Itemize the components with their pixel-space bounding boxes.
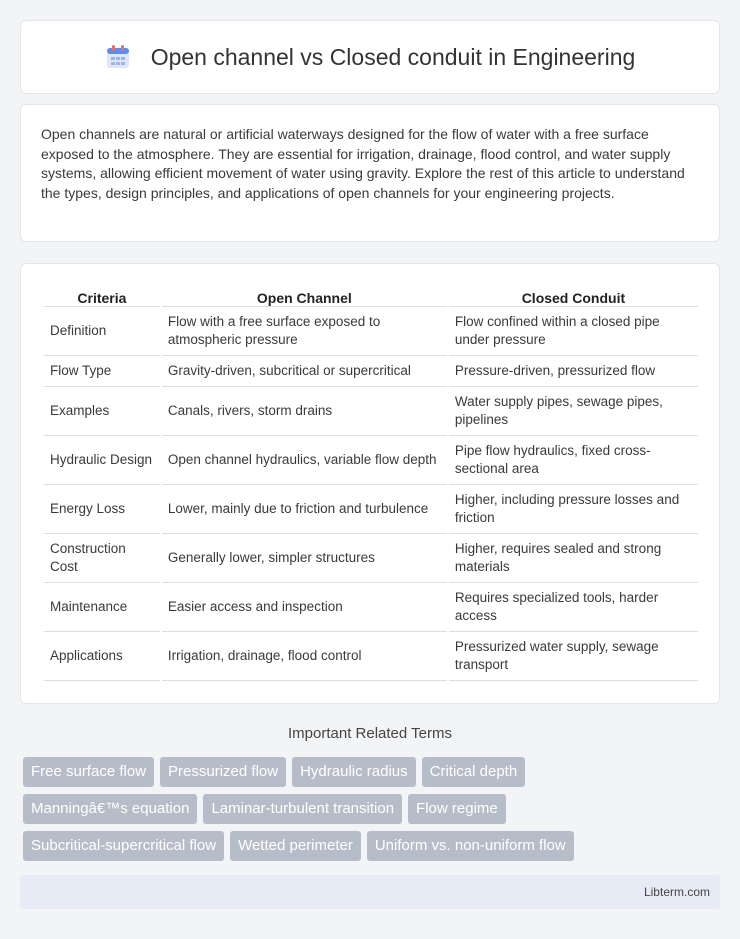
tag-row <box>23 831 723 861</box>
column-header-criteria: Criteria <box>44 283 160 307</box>
comparison-card <box>20 263 720 704</box>
tag-row <box>23 757 723 787</box>
related-terms-list <box>23 757 723 868</box>
table-cell: Lower, mainly due to friction and turbulence <box>162 485 447 534</box>
tag-pressurized-flow[interactable]: Pressurized flow <box>160 757 286 787</box>
table-cell: Flow confined within a closed pipe under pressure <box>449 307 698 356</box>
page-title: Open channel vs Closed conduit in Engineering <box>150 43 636 70</box>
table-cell: Applications <box>44 632 160 681</box>
table-cell: Water supply pipes, sewage pipes, pipelines <box>449 387 698 436</box>
table-cell: Energy Loss <box>44 485 160 534</box>
tag-hydraulic-radius[interactable]: Hydraulic radius <box>292 757 416 787</box>
table-cell: Irrigation, drainage, flood control <box>162 632 447 681</box>
calendar-icon <box>105 44 131 70</box>
tag-uniform-vs-non-uniform-flow[interactable]: Uniform vs. non-uniform flow <box>367 831 574 861</box>
intro-paragraph: Open channels are natural or artificial waterways designed for the flow of water with a free surface exposed to the atmosphere. They are essential for irrigation, drainage, flood control, and water supply systems, allowing efficient movement of water using gravity. Explore the rest of this article to understand the types, design principles, and applications of open channels for your engineering projects. <box>41 126 685 201</box>
table-cell: Easier access and inspection <box>162 583 447 632</box>
table-cell: Pressurized water supply, sewage transport <box>449 632 698 681</box>
table-row <box>44 436 698 485</box>
table-cell: Construction Cost <box>44 534 160 583</box>
table-row <box>44 387 698 436</box>
intro-card <box>20 104 720 242</box>
table-row <box>44 632 698 681</box>
table-cell: Generally lower, simpler structures <box>162 534 447 583</box>
tag-subcritical-supercritical-flow[interactable]: Subcritical-supercritical flow <box>23 831 224 861</box>
table-cell: Canals, rivers, storm drains <box>162 387 447 436</box>
table-cell: Flow Type <box>44 356 160 387</box>
tag-free-surface-flow[interactable]: Free surface flow <box>23 757 154 787</box>
table-cell: Hydraulic Design <box>44 436 160 485</box>
table-cell: Requires specialized tools, harder access <box>449 583 698 632</box>
column-header-closed-conduit: Closed Conduit <box>449 283 698 307</box>
table-cell: Higher, requires sealed and strong materials <box>449 534 698 583</box>
tag-laminar-turbulent-transition[interactable]: Laminar-turbulent transition <box>203 794 402 824</box>
tag-row <box>23 794 723 824</box>
table-cell: Examples <box>44 387 160 436</box>
tag-mannings-equation[interactable]: Manningâ€™s equation <box>23 794 197 824</box>
title-card <box>20 20 720 94</box>
table-row <box>44 307 698 356</box>
table-cell: Maintenance <box>44 583 160 632</box>
table-cell: Definition <box>44 307 160 356</box>
related-terms-heading: Important Related Terms <box>288 725 452 742</box>
table-row <box>44 583 698 632</box>
table-cell: Flow with a free surface exposed to atmospheric pressure <box>162 307 447 356</box>
comparison-table <box>42 283 700 681</box>
table-row <box>44 534 698 583</box>
footer <box>20 875 720 909</box>
column-header-open-channel: Open Channel <box>162 283 447 307</box>
table-cell: Gravity-driven, subcritical or supercritical <box>162 356 447 387</box>
tag-wetted-perimeter[interactable]: Wetted perimeter <box>230 831 361 861</box>
table-cell: Higher, including pressure losses and friction <box>449 485 698 534</box>
tag-flow-regime[interactable]: Flow regime <box>408 794 506 824</box>
table-cell: Open channel hydraulics, variable flow depth <box>162 436 447 485</box>
table-cell: Pipe flow hydraulics, fixed cross-sectional area <box>449 436 698 485</box>
table-row <box>44 356 698 387</box>
footer-site-link[interactable]: Libterm.com <box>643 885 710 899</box>
tag-critical-depth[interactable]: Critical depth <box>422 757 526 787</box>
table-cell: Pressure-driven, pressurized flow <box>449 356 698 387</box>
table-row <box>44 485 698 534</box>
table-header-row <box>44 283 698 307</box>
